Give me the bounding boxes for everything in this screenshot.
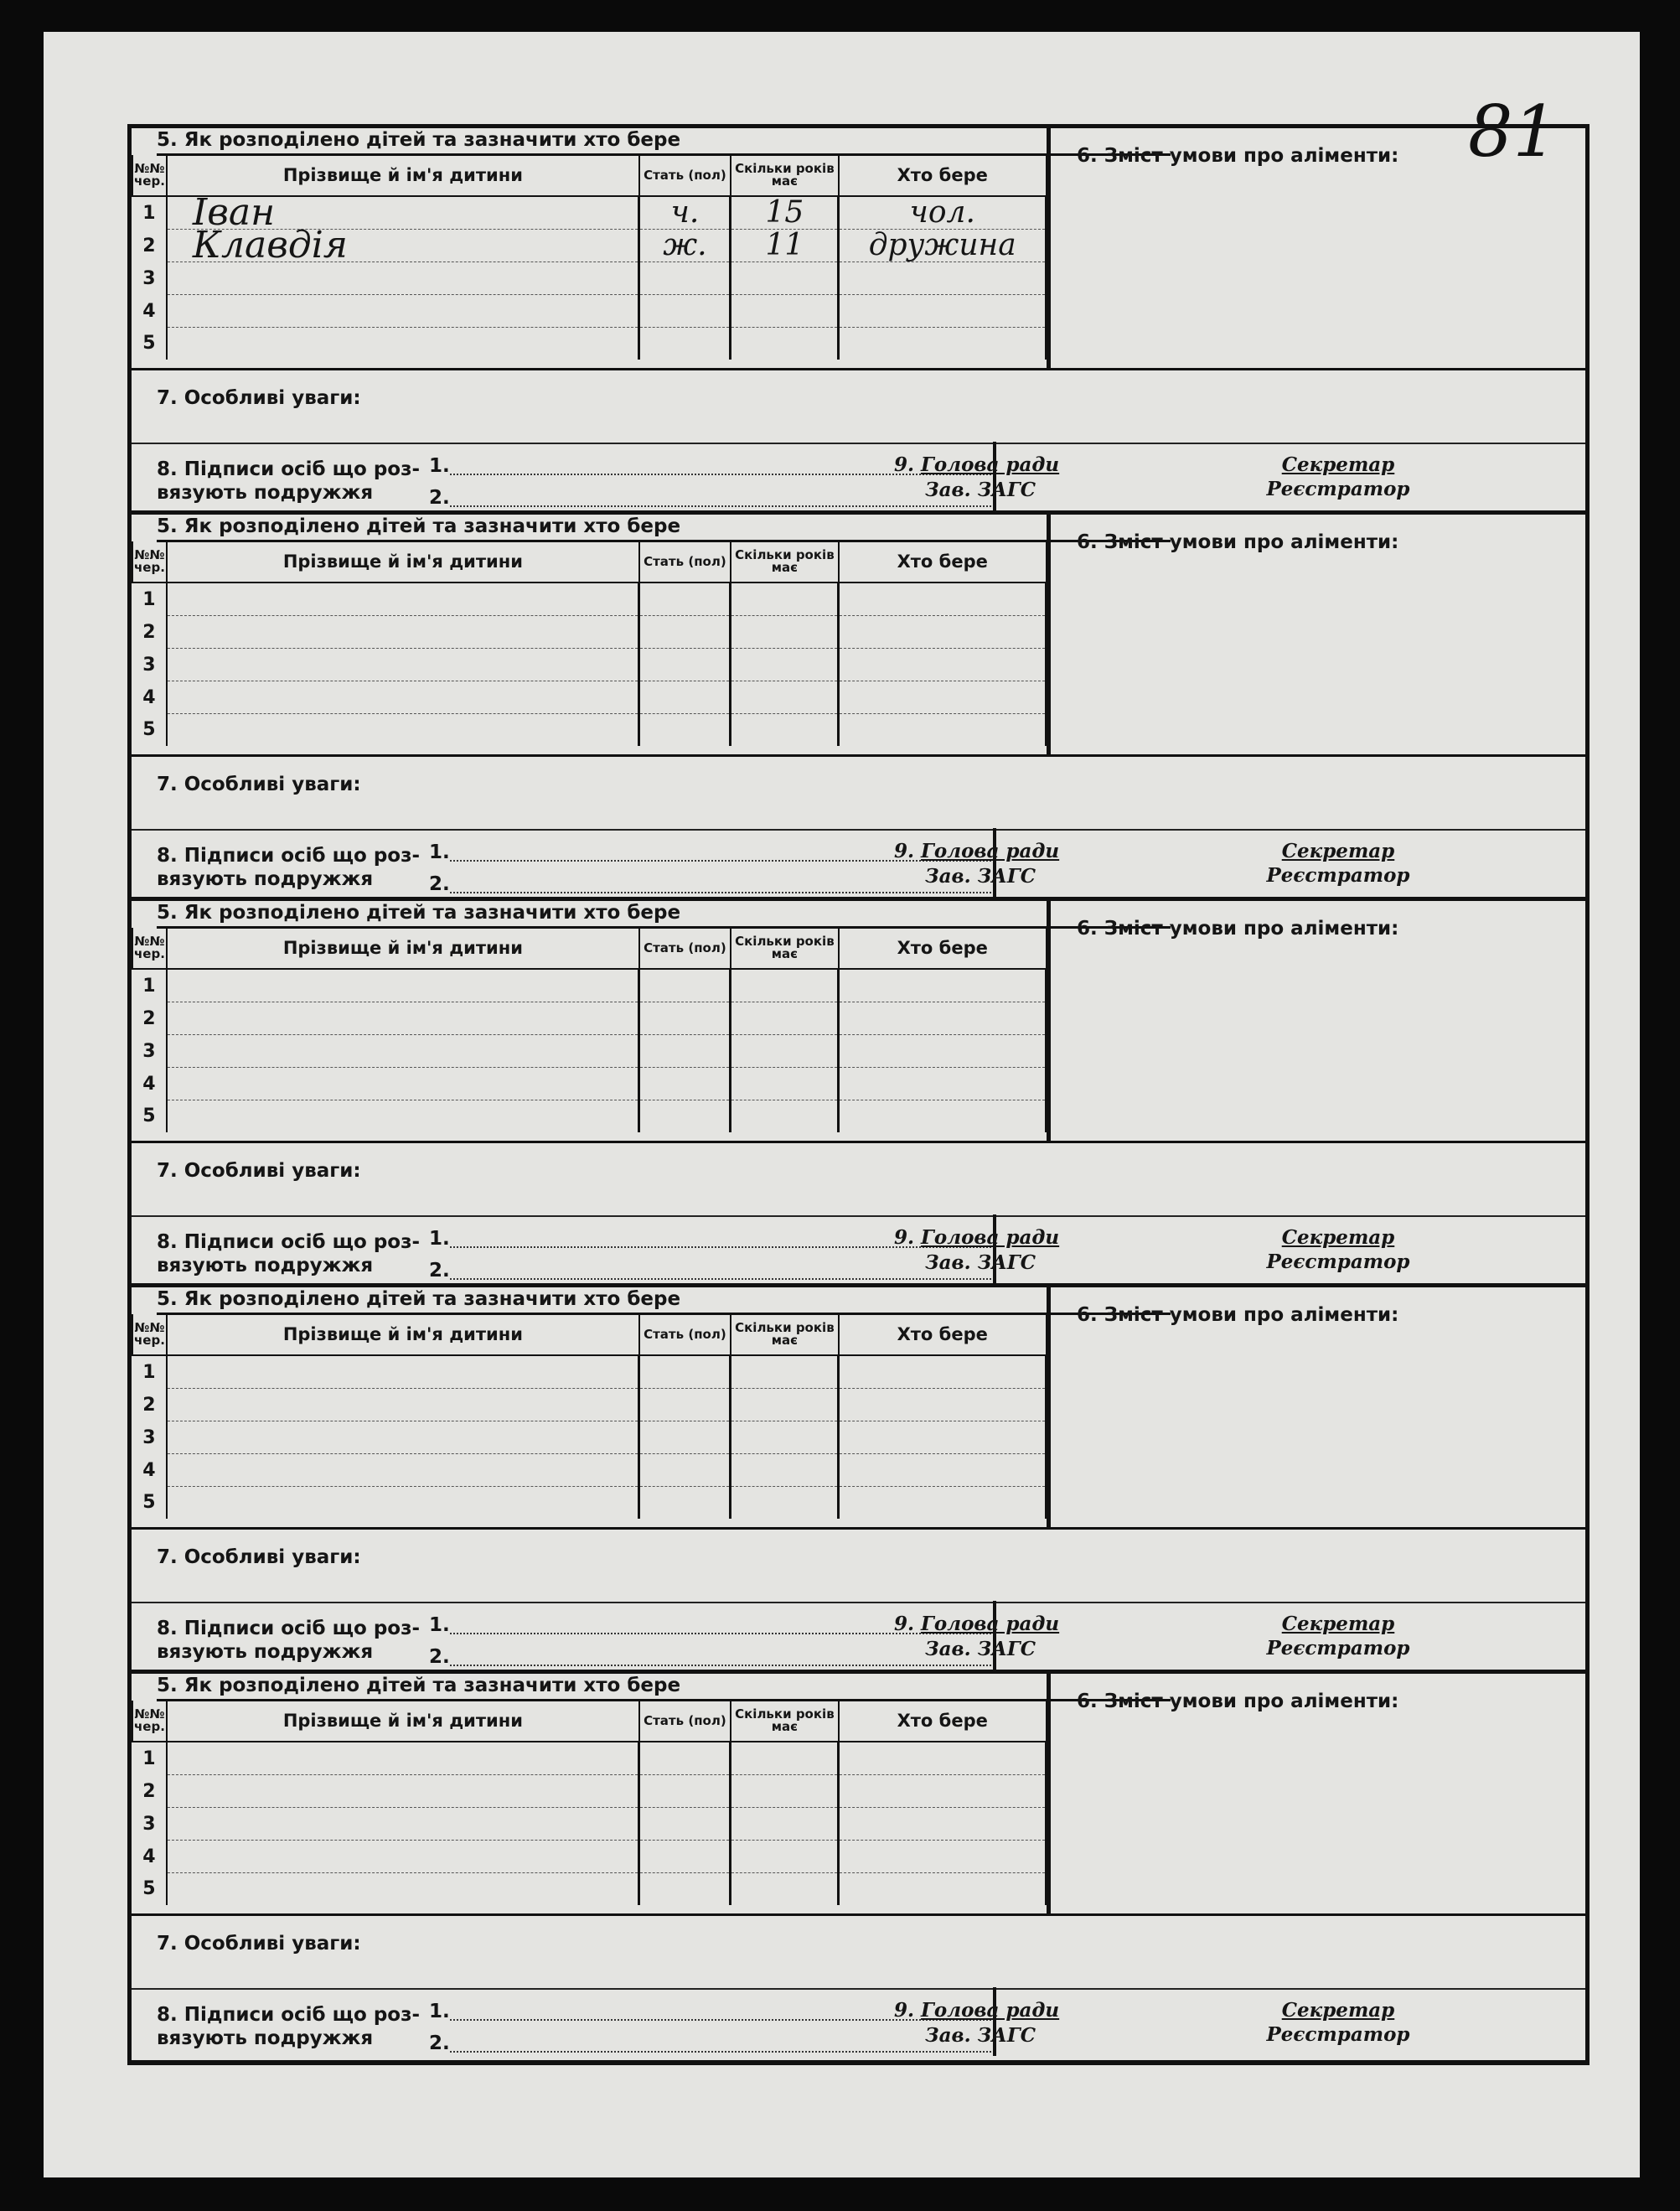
children-table [132,1314,1047,1519]
section8-label-line2: вязують подружжя [157,482,374,504]
child-sex [639,681,731,714]
child-sex [639,1808,731,1841]
child-name [167,681,639,714]
signature-2-line [450,2051,995,2053]
table-row [132,295,1047,328]
col-who-header: Хто бере [839,1314,1047,1355]
child-name [167,1355,639,1389]
table-row [132,328,1047,360]
child-age [731,1454,839,1487]
child-who-takes [839,1355,1047,1389]
child-age [731,649,839,681]
table-row [132,1808,1047,1841]
section7 [132,368,1585,444]
child-sex [639,1841,731,1873]
table-row [132,1454,1047,1487]
child-name [167,1873,639,1906]
child-age [731,583,839,616]
child-who-takes [839,616,1047,649]
secretary-label: Секретар [1281,1999,1395,2022]
secretary-block [1254,840,1422,887]
child-who-takes [839,328,1047,360]
row-number: 2 [132,1775,167,1808]
section6-title: 6. Зміст умови про аліменти: [1077,1691,1399,1712]
section9-zags: Зав. ЗАГС [925,479,1036,501]
child-sex [639,1035,731,1068]
section7-title: 7. Особливі уваги: [157,387,361,409]
col-who-header: Хто бере [839,1701,1047,1742]
child-sex [639,1355,731,1389]
col-num-header: №№ чер. [132,928,167,969]
section6-title: 6. Зміст умови про аліменти: [1077,145,1399,167]
row-number: 4 [132,681,167,714]
children-table [132,541,1047,746]
child-who-takes [839,1487,1047,1520]
child-who-takes [839,262,1047,295]
col-age-header: Скільки років має [731,1701,839,1742]
child-name [167,1775,639,1808]
section8-label-line1: 8. Підписи осіб що роз- [157,458,421,480]
row-number: 1 [132,196,167,230]
table-row [132,1841,1047,1873]
row-number: 3 [132,1035,167,1068]
signature-2-label: 2. [429,487,450,509]
section5-title: 5. Як розподілено дітей та зазначити хто бере [157,515,1171,542]
child-age [731,1775,839,1808]
signature-2-label: 2. [429,2032,450,2054]
child-age [731,681,839,714]
secretary-block [1254,1613,1422,1660]
child-name [167,1808,639,1841]
section7 [132,754,1585,831]
row-number: 5 [132,1100,167,1133]
child-who-takes [839,1100,1047,1133]
signature-2-line [450,1278,995,1280]
section9-zags: Зав. ЗАГС [925,865,1036,888]
child-sex [639,262,731,295]
signature-1-label: 1. [429,455,450,477]
child-age [731,1421,839,1454]
child-age [731,1002,839,1035]
col-num-header: №№ чер. [132,541,167,583]
child-age [731,1035,839,1068]
section5-title: 5. Як розподілено дітей та зазначити хто бере [157,1287,1171,1315]
row-number: 5 [132,328,167,360]
child-who-takes [839,649,1047,681]
table-row [132,1035,1047,1068]
signature-1-label: 1. [429,1228,450,1250]
child-who-takes [839,714,1047,747]
section7 [132,1141,1585,1217]
table-row [132,616,1047,649]
child-sex [639,649,731,681]
col-who-header: Хто бере [839,928,1047,969]
section8-label-line1: 8. Підписи осіб що роз- [157,2004,421,2026]
child-name [167,1002,639,1035]
child-age: 15 [731,196,839,230]
child-sex [639,1873,731,1906]
row-number: 2 [132,616,167,649]
child-who-takes [839,1389,1047,1421]
section9-head-title: Голова ради [921,1999,1060,2022]
child-name [167,262,639,295]
divorce-record-form [127,124,1590,2065]
record-block [132,1287,1585,1674]
signature-1-label: 1. [429,2001,450,2022]
row-number: 2 [132,1389,167,1421]
child-name: Клавдія [167,230,639,262]
page-number: 81 [1468,91,1558,173]
child-name [167,1841,639,1873]
signature-2-line [450,1665,995,1666]
section9-number: 9. [894,453,915,476]
signature-2-label: 2. [429,1646,450,1668]
secretary-block [1254,1226,1422,1273]
table-row [132,1389,1047,1421]
section9-zags: Зав. ЗАГС [925,2024,1036,2047]
child-name [167,295,639,328]
registrar-label: Реєстратор [1266,1637,1410,1660]
section8-label-line2: вязують подружжя [157,1641,374,1663]
section9-number: 9. [894,840,915,862]
section7-line [132,1988,1585,1990]
child-who-takes [839,1742,1047,1775]
child-name [167,1068,639,1100]
child-sex: ж. [639,230,731,262]
section5-title: 5. Як розподілено дітей та зазначити хто бере [157,1674,1171,1701]
table-row [132,681,1047,714]
child-sex [639,583,731,616]
section6-title: 6. Зміст умови про аліменти: [1077,531,1399,553]
table-row [132,1002,1047,1035]
section9-zags: Зав. ЗАГС [925,1638,1036,1660]
section7-title: 7. Особливі уваги: [157,774,361,795]
col-name-header: Прізвище й ім'я дитини [167,1701,639,1742]
child-who-takes [839,1775,1047,1808]
child-age [731,262,839,295]
child-who-takes [839,1035,1047,1068]
child-name [167,1421,639,1454]
child-sex [639,1454,731,1487]
table-row [132,1355,1047,1389]
section9-head-title: Голова ради [921,840,1060,862]
child-sex [639,1775,731,1808]
table-row [132,1068,1047,1100]
table-row [132,649,1047,681]
col-age-header: Скільки років має [731,928,839,969]
col-who-header: Хто бере [839,541,1047,583]
section8-label-line1: 8. Підписи осіб що роз- [157,845,421,867]
signature-2-line [450,505,995,507]
section7 [132,1913,1585,1990]
registrar-label: Реєстратор [1266,1250,1410,1273]
child-who-takes [839,1068,1047,1100]
section6-title: 6. Зміст умови про аліменти: [1077,918,1399,940]
child-who-takes [839,1421,1047,1454]
record-block [132,128,1585,515]
child-sex [639,1002,731,1035]
signature-2-label: 2. [429,873,450,895]
section7-line [132,829,1585,831]
child-who-takes [839,583,1047,616]
registrar-label: Реєстратор [1266,2023,1410,2046]
table-row [132,1873,1047,1906]
child-name [167,1035,639,1068]
child-age [731,295,839,328]
child-name [167,1100,639,1133]
row-number: 5 [132,714,167,747]
row-number: 3 [132,649,167,681]
section9-number: 9. [894,1999,915,2022]
child-name [167,1389,639,1421]
col-age-header: Скільки років має [731,1314,839,1355]
section9-zags: Зав. ЗАГС [925,1251,1036,1274]
registrar-label: Реєстратор [1266,864,1410,887]
child-sex [639,328,731,360]
secretary-label: Секретар [1281,1226,1395,1249]
record-block [132,515,1585,901]
table-row [132,1775,1047,1808]
col-name-header: Прізвище й ім'я дитини [167,1314,639,1355]
child-age [731,1068,839,1100]
child-name [167,969,639,1002]
secretary-label: Секретар [1281,453,1395,476]
child-age [731,969,839,1002]
signature-1-label: 1. [429,1614,450,1636]
col-name-header: Прізвище й ім'я дитини [167,541,639,583]
col-num-header: №№ чер. [132,1701,167,1742]
col-name-header: Прізвище й ім'я дитини [167,928,639,969]
child-age [731,1873,839,1906]
section9-number: 9. [894,1613,915,1635]
section9-head-title: Голова ради [921,1226,1060,1249]
registrar-label: Реєстратор [1266,478,1410,500]
section5-title: 5. Як розподілено дітей та зазначити хто бере [157,901,1171,929]
col-sex-header: Стать (пол) [639,1314,731,1355]
row-number: 2 [132,1002,167,1035]
row-number: 1 [132,969,167,1002]
child-sex [639,1742,731,1775]
child-name [167,1487,639,1520]
table-row [132,714,1047,747]
child-name [167,1454,639,1487]
children-table [132,155,1047,360]
child-sex [639,969,731,1002]
secretary-label: Секретар [1281,1613,1395,1635]
col-age-header: Скільки років має [731,541,839,583]
row-number: 1 [132,1355,167,1389]
table-row [132,969,1047,1002]
child-who-takes [839,969,1047,1002]
child-age [731,1389,839,1421]
child-who-takes [839,681,1047,714]
child-name: Іван [167,196,639,230]
secretary-block [1254,1999,1422,2046]
signature-1-label: 1. [429,841,450,863]
child-who-takes [839,1454,1047,1487]
col-name-header: Прізвище й ім'я дитини [167,155,639,196]
table-row [132,1487,1047,1520]
section7-title: 7. Особливі уваги: [157,1160,361,1182]
child-sex [639,1421,731,1454]
table-row [132,262,1047,295]
child-sex [639,295,731,328]
row-number: 3 [132,262,167,295]
section8-label-line1: 8. Підписи осіб що роз- [157,1231,421,1253]
child-who-takes [839,1841,1047,1873]
col-num-header: №№ чер. [132,155,167,196]
row-number: 4 [132,1454,167,1487]
table-row [132,230,1047,262]
child-age [731,1841,839,1873]
col-sex-header: Стать (пол) [639,1701,731,1742]
col-sex-header: Стать (пол) [639,541,731,583]
col-sex-header: Стать (пол) [639,928,731,969]
section8-label-line2: вязують подружжя [157,1255,374,1276]
row-number: 1 [132,583,167,616]
child-who-takes: дружина [839,230,1047,262]
child-age [731,1742,839,1775]
child-name [167,583,639,616]
child-who-takes [839,1808,1047,1841]
row-number: 2 [132,230,167,262]
section7-title: 7. Особливі уваги: [157,1546,361,1568]
section8-label-line2: вязують подружжя [157,868,374,890]
section7-line [132,1602,1585,1603]
section8-label-line1: 8. Підписи осіб що роз- [157,1618,421,1639]
section7-line [132,1215,1585,1217]
col-num-header: №№ чер. [132,1314,167,1355]
col-age-header: Скільки років має [731,155,839,196]
section9-head-title: Голова ради [921,1613,1060,1635]
child-name [167,328,639,360]
child-who-takes [839,295,1047,328]
children-table [132,1701,1047,1905]
section7-line [132,443,1585,444]
record-block [132,901,1585,1287]
row-number: 4 [132,1068,167,1100]
child-age [731,616,839,649]
section9-head-title: Голова ради [921,453,1060,476]
secretary-block [1254,453,1422,500]
signature-2-label: 2. [429,1260,450,1282]
col-sex-header: Стать (пол) [639,155,731,196]
child-name [167,616,639,649]
child-sex [639,1389,731,1421]
section5-title: 5. Як розподілено дітей та зазначити хто бере [157,128,1171,156]
child-name [167,649,639,681]
children-table [132,928,1047,1132]
table-row [132,1100,1047,1133]
child-name [167,714,639,747]
child-sex [639,1100,731,1133]
child-who-takes [839,1873,1047,1906]
table-row [132,1421,1047,1454]
child-who-takes: чол. [839,196,1047,230]
child-name [167,1742,639,1775]
child-sex [639,714,731,747]
signature-2-line [450,892,995,893]
section7-title: 7. Особливі уваги: [157,1933,361,1955]
table-row [132,583,1047,616]
row-number: 3 [132,1421,167,1454]
row-number: 4 [132,295,167,328]
row-number: 5 [132,1873,167,1906]
child-sex [639,616,731,649]
child-age [731,1100,839,1133]
section8-label-line2: вязують подружжя [157,2027,374,2049]
child-age [731,714,839,747]
child-age [731,328,839,360]
section9-number: 9. [894,1226,915,1249]
section6-title: 6. Зміст умови про аліменти: [1077,1304,1399,1326]
child-age [731,1487,839,1520]
child-sex [639,1487,731,1520]
child-who-takes [839,1002,1047,1035]
section7 [132,1527,1585,1603]
record-block [132,1674,1585,2056]
table-row [132,1742,1047,1775]
row-number: 5 [132,1487,167,1520]
row-number: 3 [132,1808,167,1841]
child-age [731,1808,839,1841]
col-who-header: Хто бере [839,155,1047,196]
row-number: 1 [132,1742,167,1775]
child-age [731,1355,839,1389]
child-age: 11 [731,230,839,262]
child-sex [639,1068,731,1100]
child-sex: ч. [639,196,731,230]
secretary-label: Секретар [1281,840,1395,862]
row-number: 4 [132,1841,167,1873]
